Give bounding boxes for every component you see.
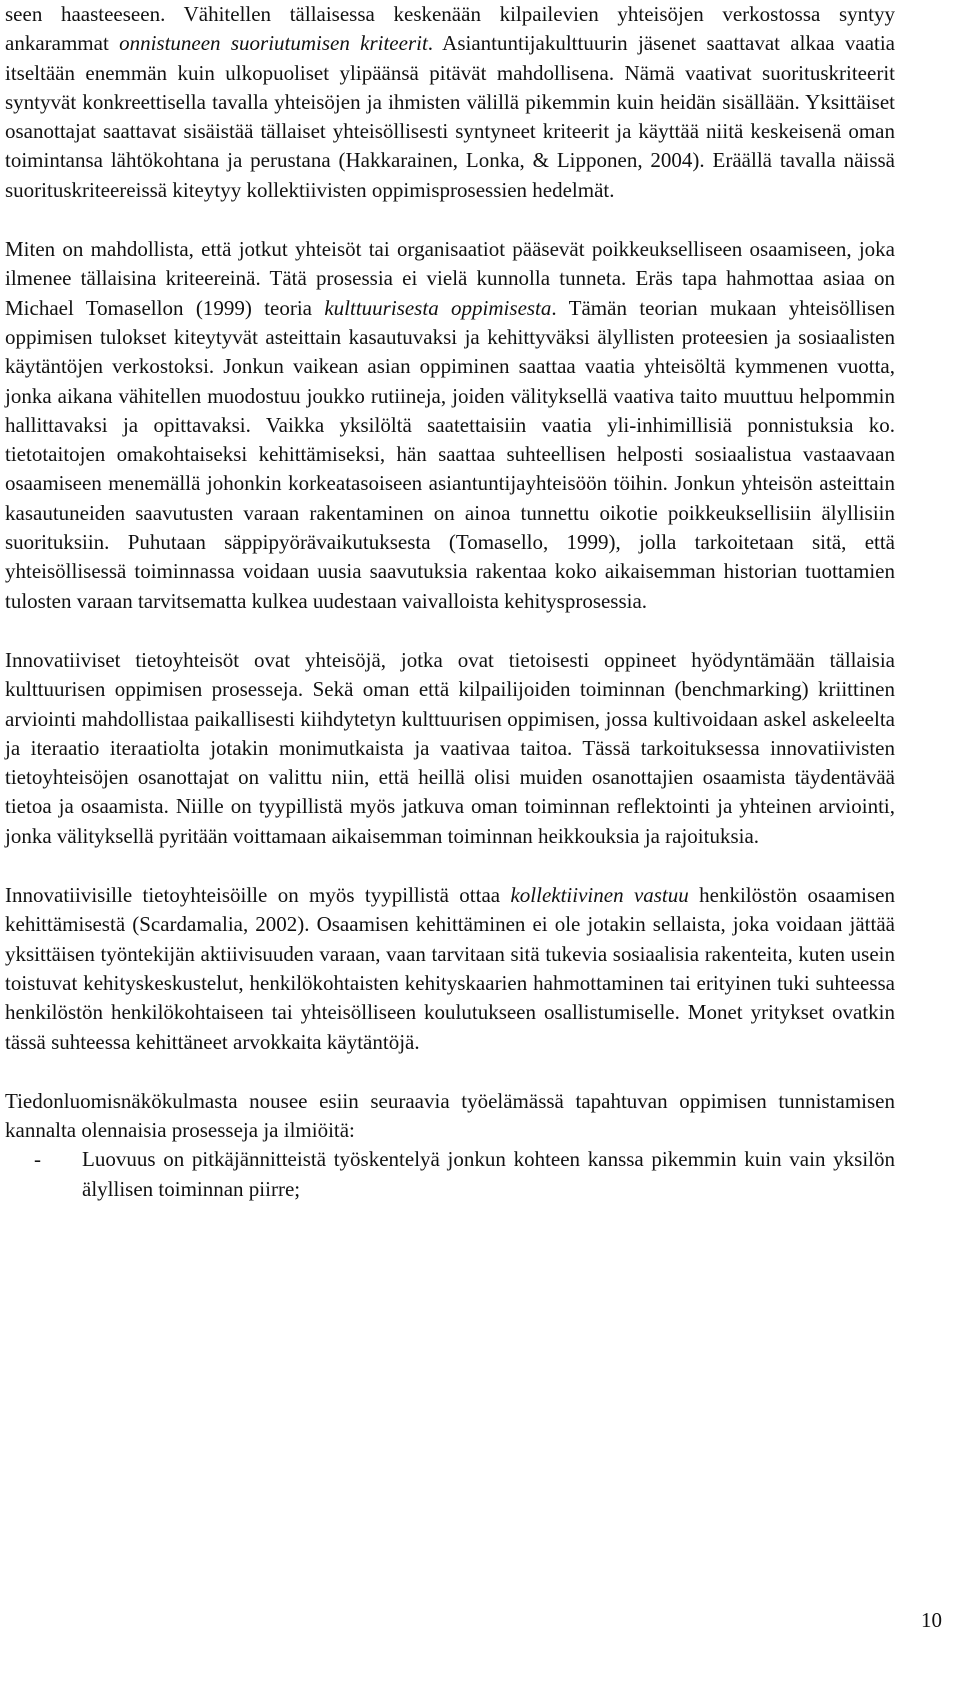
paragraph-2-text-b: . Tämän teorian mukaan yhteisöllisen oppimisen tulokset kiteytyvät asteittain kasautuvaksi ja kehittyväksi älyllisten proteesien ja sosiaalisten käytäntöjen verkostoksi. Jonkun vaikean asian oppiminen saattaa vaatia yhteisöltä kymmenen vuotta, jonka aikana vähitellen muodostuu joukko rutiineja, joiden välityksellä vaativa taito muuttuu helpommin hallittavaksi ja opittavaksi. Vaikka yksilöltä saatettaisiin vaatia yli-inhimillisiä ponnistuksia ko. tietotaitojen omakohtaiseksi kehittämiseksi, hän saattaa suhteellisen helposti sosiaalistua vastaavaan osaamiseen menemällä johonkin korkeatasoiseen asiantuntijayhteisöön töihin. Jonkun yhteisön asteittain kasautuneiden saavutusten varaan rakentaminen on ainoa tunnettu oikotie poikkeuksellisiin älyllisiin suorituksiin. Puhutaan säppipyörävaikutuksesta (Tomasello, 1999), jolla tarkoitetaan sitä, että yhteisöllisessä toiminnassa voidaan uusia saavutuksia rakentaa koko aikaisemman historian tuottamien tulosten varaan tarvitsematta kulkea uudestaan vaivalloista kehitysprosessia. bbox=[5, 295, 895, 613]
paragraph-3-text: Innovatiiviset tietoyhteisöt ovat yhteisöjä, jotka ovat tietoisesti oppineet hyödyntämään tällaisia kulttuurisen oppimisen prosesseja. Sekä oman että kilpailijoiden toiminnan (benchmarking) kriittinen arviointi mahdollistaa paikallisesti kiihdytetyn kulttuurisen oppimisen, jossa kultivoidaan askel askeleelta ja iteraatio iteraatiolta jotakin monimutkaista ja vaativaa taitoa. Tässä tarkoituksessa innovatiivisten tietoyhteisöjen osanottajat on valittu niin, että heillä olisi muiden osanottajien osaamista täydentävää tietoa ja osaamista. Niille on tyypillistä myös jatkuva oman toiminnan reflektointi ja yhteinen arviointi, jonka välityksellä pyritään voittamaan aikaisemman toiminnan heikkouksia ja rajoituksia. bbox=[5, 647, 895, 848]
paragraph-2-emphasis: kulttuurisesta oppimisesta bbox=[324, 295, 552, 320]
paragraph-1-text-a: seen haasteeseen. Vähitellen tällaisessa keskenään kilpailevien yhteisöjen verkostossa syntyy ankarammat bbox=[5, 2, 895, 56]
paragraph-4-text-b: henkilöstön osaamisen kehittämisestä (Scardamalia, 2002). Osaamisen kehittäminen ei ole jotakin sellaista, joka voidaan jättää yksittäisen työntekijän aktiivisuuden varaan, vaan tarvitaan sitä tukevia sosiaalisia rakenteita, kuten usein toistuvat kehityskeskustelut, henkilökohtaisten kehityskaarien hahmottaminen tai erityinen tuki suhteessa henkilöstön henkilökohtaiseen tai yhteisölliseen koulutukseen osallistumiselle. Monet yritykset ovatkin tässä suhteessa kehittäneet arvokkaita käytäntöjä. bbox=[5, 883, 895, 1054]
list-item-marker: - bbox=[34, 1147, 41, 1172]
list-item bbox=[5, 1145, 895, 1204]
paragraph-3 bbox=[5, 646, 895, 851]
paragraph-4-emphasis: kollektiivinen vastuu bbox=[510, 883, 689, 908]
paragraph-4-text-a: Innovatiivisille tietoyhteisöille on myös tyypillistä ottaa bbox=[5, 883, 511, 908]
paragraph-5-text: Tiedonluomisnäkökulmasta nousee esiin seuraavia työelämässä tapahtuvan oppimisen tunnistamisen kannalta olennaisia prosesseja ja ilmiöitä: bbox=[5, 1088, 895, 1143]
document-page bbox=[5, 0, 895, 1204]
paragraph-2-text-a: Miten on mahdollista, että jotkut yhteisöt tai organisaatiot pääsevät poikkeukselliseen osaamiseen, joka ilmenee tällaisina kriteereinä. Tätä prosessia ei vielä kunnolla tunneta. Eräs tapa hahmottaa asiaa on Michael Tomasellon (1999) teoria bbox=[5, 237, 895, 320]
paragraph-1-emphasis: onnistuneen suoriutumisen kriteerit bbox=[119, 31, 428, 56]
page-number: 10 bbox=[921, 1608, 942, 1632]
paragraph-5 bbox=[5, 1087, 895, 1146]
paragraph-1-text-b: . Asiantuntijakulttuurin jäsenet saattavat alkaa vaatia itseltään enemmän kuin ulkopuoliset ylipäänsä pitävät mahdollisena. Nämä vaativat suorituskriteerit syntyvät konkreettisella tavalla yhteisöjen ja ihmisten välillä pikemmin kuin heidän sisällään. Yksittäiset osanottajat saattavat sisäistää tällaiset yhteisöllisesti syntyneet kriteerit ja käyttää niitä keskeisenä oman toimintansa lähtökohtana ja perustana (Hakkarainen, Lonka, & Lipponen, 2004). Eräällä tavalla näissä suorituskriteereissä kiteytyy kollektiivisten oppimisprosessien hedelmät. bbox=[5, 31, 896, 202]
paragraph-4 bbox=[5, 881, 895, 1057]
paragraph-1 bbox=[5, 0, 895, 205]
list-item-text: Luovuus on pitkäjännitteistä työskentelyä jonkun kohteen kanssa pikemmin kuin vain yksilön älyllisen toiminnan piirre; bbox=[82, 1147, 895, 1201]
process-list bbox=[5, 1145, 895, 1204]
paragraph-2 bbox=[5, 235, 895, 616]
